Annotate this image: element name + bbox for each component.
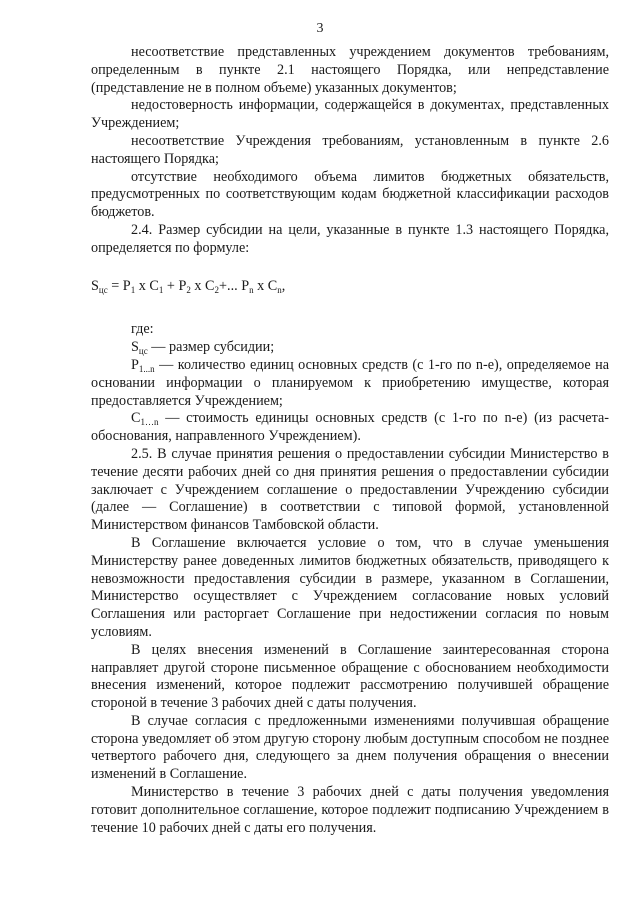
document-body xyxy=(91,44,609,837)
paragraph-consent: В случае согласия с предложенными изменениями получившая обращение сторона уведомляет об этом другую сторону любым доступным способом не позднее четвертого рабочего дня, следующего за днем получения обращения о внесении изменений в Соглашение. xyxy=(91,712,609,783)
paragraph-2-4: 2.4. Размер субсидии на цели, указанные в пункте 1.3 настоящего Порядка, определяется по формуле: xyxy=(91,221,609,256)
paragraph-refusal-reason-3: несоответствие Учреждения требованиям, установленным в пункте 2.6 настоящего Порядка; xyxy=(91,132,609,167)
subsidy-formula: $S_{цс} = P_1$ х $С_1 + P_2$ х $С_2+$... $P_n$ х $С_n$, xyxy=(91,277,286,295)
where-label: где: xyxy=(131,321,154,338)
paragraph-refusal-reason-1: несоответствие представленных учреждением документов требованиям, определенным в пункте 2.1 настоящего Порядка, или непредставление (представление не в полном объеме) указанных документов; xyxy=(91,44,609,96)
definition-s: $S_{цс}$ — размер субсидии; xyxy=(131,339,275,357)
paragraph-agreement-condition: В Соглашение включается условие о том, что в случае уменьшения Министерству ранее доведенных лимитов бюджетных обязательств, приводящего к невозможности предоставления субсидии в размере, указанном в Соглашении, Министерство осуществляет с Учреждением согласование новых условий Соглашения или расторгает Соглашение при недостижении согласия по новым условиям. xyxy=(91,534,609,640)
paragraph-refusal-reason-4: отсутствие необходимого объема лимитов бюджетных обязательств, предусмотренных по соответствующим кодам бюджетной классификации расходов бюджетов. xyxy=(91,168,609,221)
paragraph-amendments: В целях внесения изменений в Соглашение заинтересованная сторона направляет другой стороне письменное обращение с обоснованием необходимости внесения изменений, которое подлежит рассмотрению получившей обращение стороной в течение 3 рабочих дней с даты получения. xyxy=(91,641,609,712)
definition-p: $P_{1...n}$ — количество единиц основных средств (с 1-го по n-е), определяемое на основании информации о планируемом к приобретению имуществе, которая предоставляется Учреждением; xyxy=(91,356,609,409)
paragraph-additional-agreement: Министерство в течение 3 рабочих дней с даты получения уведомления готовит дополнительное соглашение, которое подлежит подписанию Учреждением в течение 10 рабочих дней с даты его получения. xyxy=(91,784,609,836)
definition-c: $C_{1\dots n}$ — стоимость единицы основных средств (с 1-го по n-е) (из расчета-обоснования, направленного Учреждением). xyxy=(91,410,609,445)
paragraph-2-5: 2.5. В случае принятия решения о предоставлении субсидии Министерство в течение десяти рабочих дней со дня принятия решения о предоставлении субсидии заключает с Учреждением соглашение о предоставлении Учреждению субсидии (далее — Соглашение) в соответствии с типовой формой, установленной Министерством финансов Тамбовской области. xyxy=(91,445,609,534)
page-number: 3 xyxy=(316,21,324,36)
paragraph-refusal-reason-2: недостоверность информации, содержащейся в документах, представленных Учреждением; xyxy=(91,97,609,132)
